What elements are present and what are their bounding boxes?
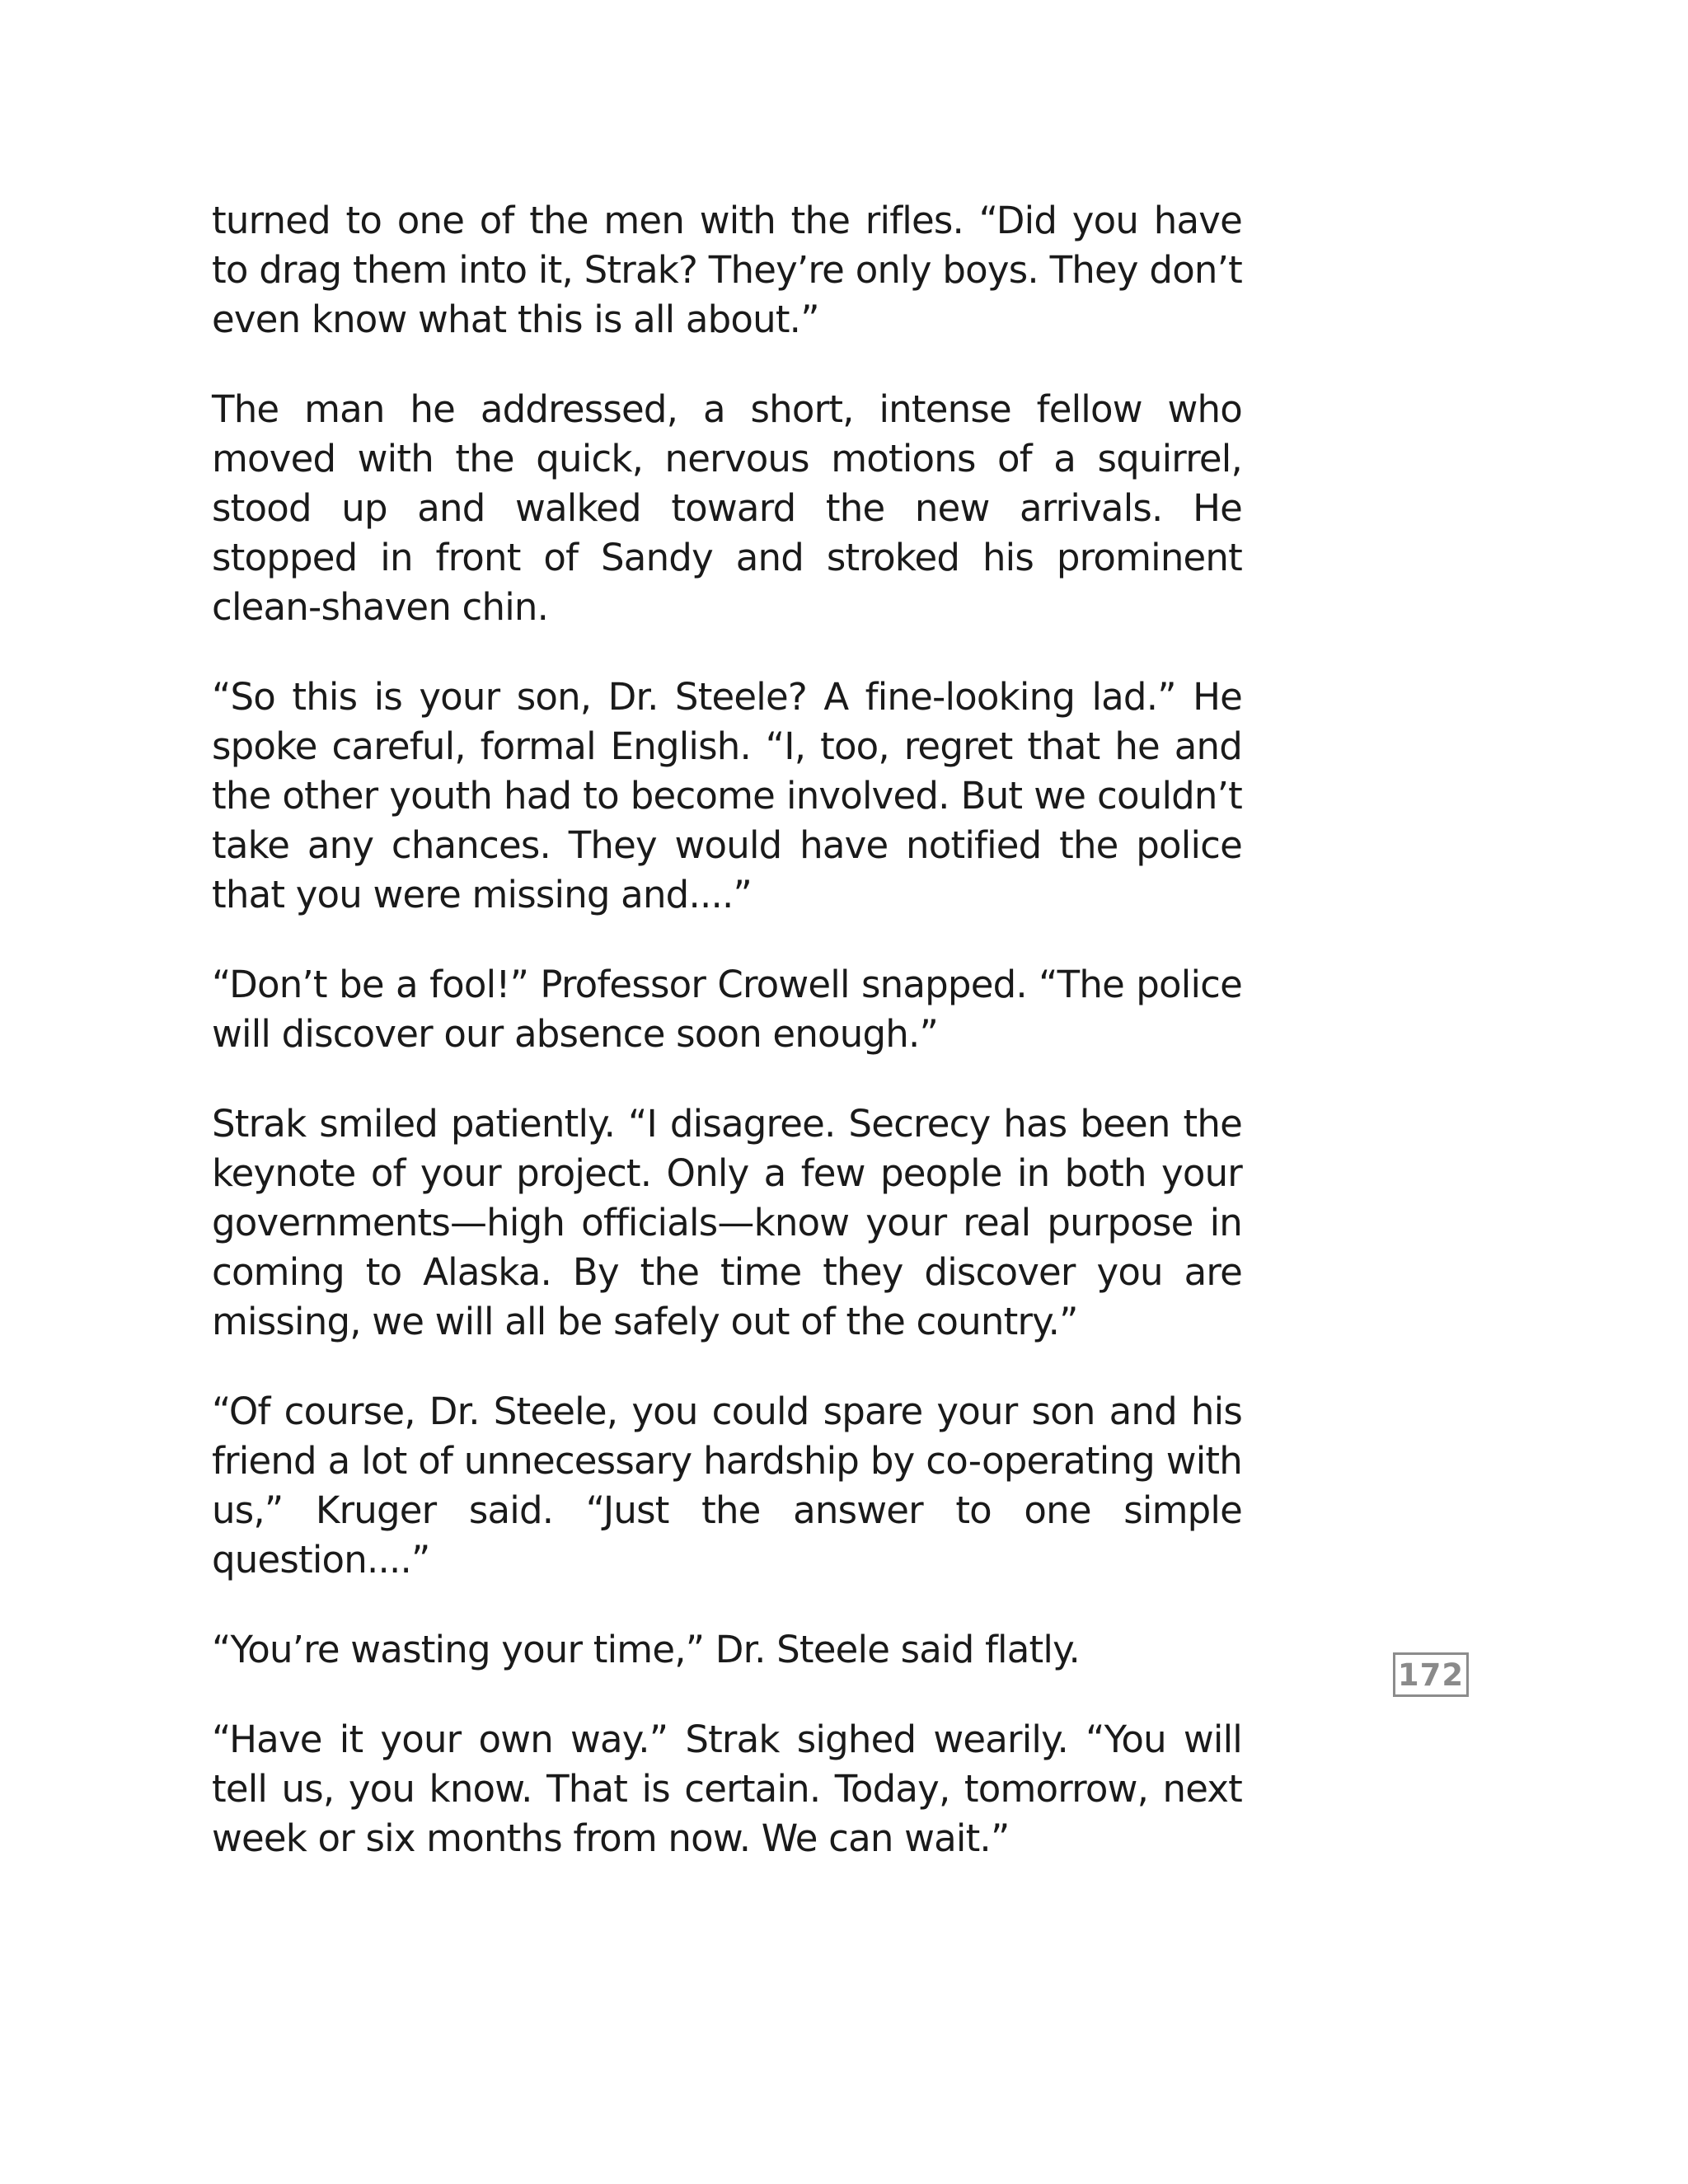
page-number: 172 [1393,1652,1469,1697]
paragraph-2: The man he addressed, a short, intense fellow who moved with the quick, nervous motions of a squirrel, stood up and walked toward the new arrivals. He stopped in front of Sandy and stroked his prominent clean-shaven chin. [212,387,1242,629]
paragraph-5: Strak smiled patiently. “I disagree. Secrecy has been the keynote of your project. Only a few people in both your governments—high officials—know your real purpose in coming to Alaska. By the time they discover you are missing, we will all be safely out of the country.” [212,1102,1242,1343]
paragraph-7: “You’re wasting your time,” Dr. Steele said flatly. [212,1628,1080,1671]
paragraph-3: “So this is your son, Dr. Steele? A fine-looking lad.” He spoke careful, formal English. “I, too, regret that he and the other youth had to become involved. But we couldn’t take any chances. They would have notified the police that you were missing and....” [212,675,1242,916]
paragraph-8: “Have it your own way.” Strak sighed wearily. “You will tell us, you know. That is certain. Today, tomorrow, next week or six months from now. We can wait.” [212,1718,1242,1860]
paragraph-4: “Don’t be a fool!” Professor Crowell snapped. “The police will discover our absence soon enough.” [212,963,1242,1056]
paragraph-6: “Of course, Dr. Steele, you could spare your son and his friend a lot of unnecessary hardship by co-operating with us,” Kruger said. “Just the answer to one simple question....” [212,1390,1242,1582]
paragraph-1: turned to one of the men with the rifles. “Did you have to drag them into it, Strak? They’re only boys. They don’t even know what this is all about.” [212,199,1242,341]
page-body [212,196,1242,1904]
